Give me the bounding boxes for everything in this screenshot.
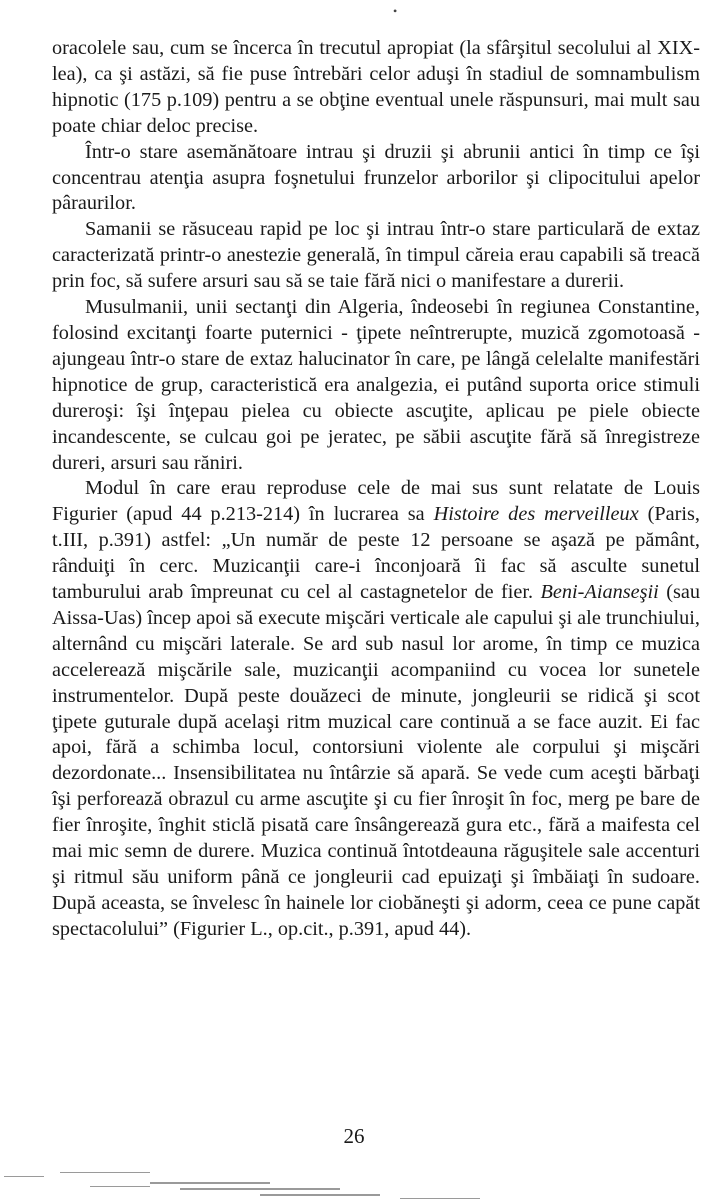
paragraph-3 (52, 217, 700, 295)
text-segment: (sau Aissa-Uas) încep apoi să execute mişcări verticale ale capului şi ale trunchiului, alternând cu mişcări laterale. Se ard sub nasul lor arome, în timp ce muzica accelerează mişcările sale, muzicanţii acompaniind cu vocea lor sunetele instrumentelor. După peste douăzeci de minute, jongleurii se ridică şi scot ţipete guturale după acelaşi ritm muzical care continuă a se face auzit. Ei fac apoi, fără a schimba locul, contorsiuni violente ale corpului şi mişcări dezordonate... Insensibilitatea nu întârzie să apară. Se vede cum aceşti bărbaţi îşi perforează obrazul cu arme ascuţite şi cu fier înroşit în foc, merg pe bare de fier înroşite, înghit sticlă pisată care însângerează gura etc., fără a maifesta cel mai mic semn de durere. Muzica continuă întotdeauna răguşitele sale accenturi şi ritmul său uniform până ce jongleurii cad epuizaţi şi îmbăiaţi în sudoare. După aceasta, se învelesc în hainele lor ciobăneşti şi adorm, ceea ce pune capăt spectacolului” (Figurier L., op.cit., p.391, apud 44). (52, 581, 701, 940)
text-segment: oracolele sau, cum se încerca în trecutul apropiat (la sfârşitul secolului al XIX-lea), ca şi astăzi, să fie puse întrebări celor aduşi în stadiul de somnambulism hipnotic (175 p.109) pentru a se obţine eventual unele răspunsuri, mai mult sau poate chiar deloc precise. (52, 37, 700, 137)
paragraph-1 (52, 36, 700, 140)
italic-title-segment: Beni-Aianseşii (540, 581, 659, 604)
text-segment: Musulmanii, unii sectanţi din Algeria, îndeosebi în regiunea Constantine, folosind excitanţi foarte puternici - ţipete neîntrerupte, muzică zgomotoasă - ajungeau într-o stare de extaz halucinator în care, pe lângă celelalte manifestări hipnotice de grup, caracteristică era analgezia, ei putând suporta orice stimuli dureroşi: îşi înţepau pielea cu obiecte ascuţite, aplicau pe piele obiecte incandescente, se culcau goi pe jeratec, pe săbii ascuţite fără să înregistreze dureri, arsuri sau răniri. (52, 296, 700, 474)
paragraph-4 (52, 295, 700, 476)
text-segment: (Paris, t.III, p.391) astfel: „Un număr de peste 12 persoane se aşază pe pământ, rânduiţi în cerc. Muzicanţii care-i înconjoară îi fac să asculte sunetul tamburului arab împreunat cu cel al castagnetelor de fier. (52, 503, 700, 604)
page-number: 26 (343, 1124, 365, 1148)
text-segment: Samanii se răsuceau rapid pe loc şi intrau într-o stare particulară de extaz caracterizată printr-o anestezie generală, în timpul căreia erau capabili să treacă prin foc, să sufere arsuri sau să se taie fără nici o manifestare a durerii. (52, 218, 700, 293)
paragraph-5 (52, 476, 700, 942)
text-segment: Modul în care erau reproduse cele de mai sus sunt relatate de Louis Figurier (apud 44 p.213-214) în lucrarea sa (52, 477, 700, 526)
paragraph-2 (52, 140, 700, 218)
scan-noise-artifact (0, 1158, 708, 1201)
italic-title-segment: Histoire des merveilleux (433, 503, 639, 526)
page-body (52, 36, 700, 943)
text-segment: Într-o stare asemănătoare intrau şi druzii şi abrunii antici în timp ce îşi concentrau atenţia asupra foşnetului frunzelor arborilor şi clipocitului apelor pâraurilor. (52, 140, 700, 215)
scan-speck-mark: • (393, 4, 398, 18)
